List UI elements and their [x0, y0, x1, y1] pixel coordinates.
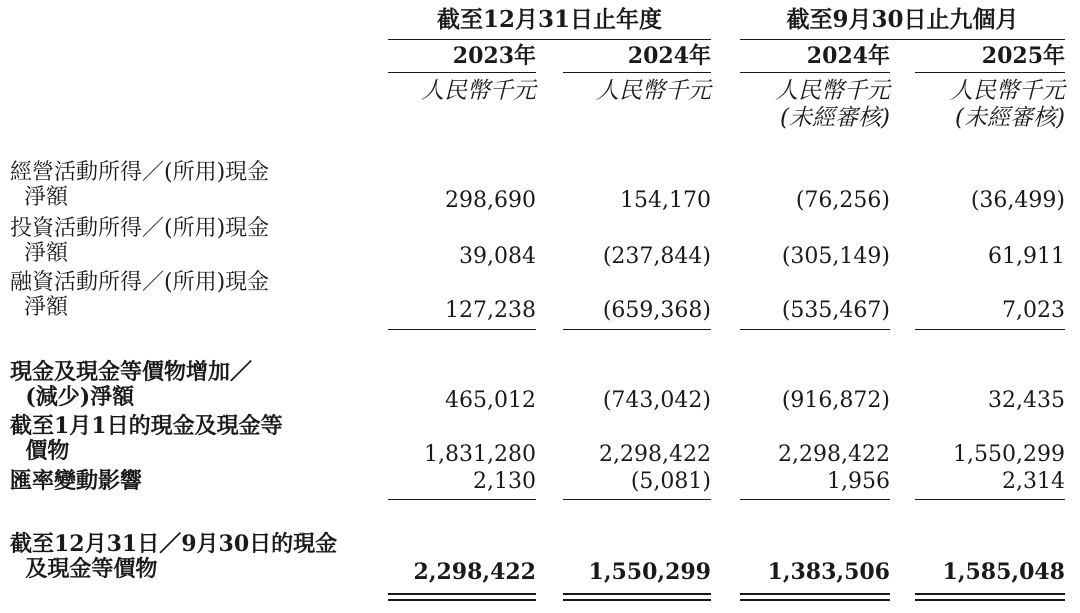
- total-value: 1,550,299: [588, 559, 711, 585]
- row-label: 匯率變動影響: [10, 468, 143, 494]
- cell-value: (36,499): [970, 188, 1065, 213]
- cell-value: 1,956: [827, 469, 890, 494]
- subtotal-rule: [563, 499, 711, 500]
- row-label: 截至1月1日的現金及現金等 價物: [10, 413, 283, 464]
- subtotal-rule: [563, 329, 711, 330]
- row-label: 現金及現金等價物增加／ (減少)淨額: [10, 359, 253, 410]
- group-underline: [388, 39, 711, 40]
- cell-value: (305,149): [781, 244, 890, 269]
- row-label: 截至12月31日／9月30日的現金 及現金等價物: [10, 531, 338, 582]
- unit-label: 人民幣千元: [421, 78, 536, 104]
- row-label: 投資活動所得／(所用)現金 淨額: [10, 216, 270, 266]
- cell-value: 32,435: [988, 388, 1065, 413]
- subtotal-rule: [740, 499, 890, 500]
- group-header-nine-months: 截至9月30日止九個月: [786, 6, 1019, 33]
- unit-label: 人民幣千元 (未經審核): [775, 78, 890, 131]
- cell-value: (5,081): [630, 469, 711, 494]
- year-header: 2024年: [806, 43, 890, 69]
- cell-value: 298,690: [445, 188, 536, 213]
- group-header-year-end: 截至12月31日止年度: [436, 6, 662, 33]
- total-double-rule: [915, 593, 1065, 595]
- cell-value: (916,872): [781, 388, 890, 413]
- year-underline: [388, 72, 536, 73]
- cell-value: (237,844): [602, 244, 711, 269]
- cell-value: 61,911: [988, 244, 1065, 269]
- cell-value: 1,550,299: [953, 442, 1065, 467]
- group-underline: [740, 39, 1065, 40]
- row-label: 經營活動所得／(所用)現金 淨額: [10, 160, 270, 210]
- cell-value: (535,467): [781, 298, 890, 323]
- year-header: 2023年: [452, 43, 536, 69]
- year-header: 2024年: [627, 43, 711, 69]
- subtotal-rule: [388, 499, 536, 500]
- cell-value: 2,298,422: [778, 442, 890, 467]
- cell-value: 7,023: [1002, 298, 1065, 323]
- cell-value: 2,130: [473, 469, 536, 494]
- total-double-rule: [563, 599, 711, 601]
- cell-value: 465,012: [445, 388, 536, 413]
- cell-value: 39,084: [459, 244, 536, 269]
- year-underline: [915, 72, 1065, 73]
- total-double-rule: [388, 593, 536, 595]
- unit-label: 人民幣千元: [596, 78, 711, 104]
- year-underline: [563, 72, 711, 73]
- row-label: 融資活動所得／(所用)現金 淨額: [10, 270, 270, 320]
- total-value: 2,298,422: [413, 559, 536, 585]
- unit-label: 人民幣千元 (未經審核): [950, 78, 1065, 131]
- cell-value: (659,368): [602, 298, 711, 323]
- cell-value: 2,298,422: [599, 442, 711, 467]
- total-double-rule: [740, 599, 890, 601]
- cell-value: 2,314: [1002, 469, 1065, 494]
- year-underline: [740, 72, 890, 73]
- total-double-rule: [563, 593, 711, 595]
- cell-value: 154,170: [620, 188, 711, 213]
- cell-value: 1,831,280: [424, 442, 536, 467]
- subtotal-rule: [740, 329, 890, 330]
- cell-value: (76,256): [795, 188, 890, 213]
- total-double-rule: [740, 593, 890, 595]
- subtotal-rule: [915, 499, 1065, 500]
- year-header: 2025年: [981, 43, 1065, 69]
- cell-value: 127,238: [445, 298, 536, 323]
- total-double-rule: [388, 599, 536, 601]
- total-value: 1,585,048: [942, 559, 1065, 585]
- total-double-rule: [915, 599, 1065, 601]
- subtotal-rule: [388, 329, 536, 330]
- total-value: 1,383,506: [767, 559, 890, 585]
- subtotal-rule: [915, 329, 1065, 330]
- cell-value: (743,042): [602, 388, 711, 413]
